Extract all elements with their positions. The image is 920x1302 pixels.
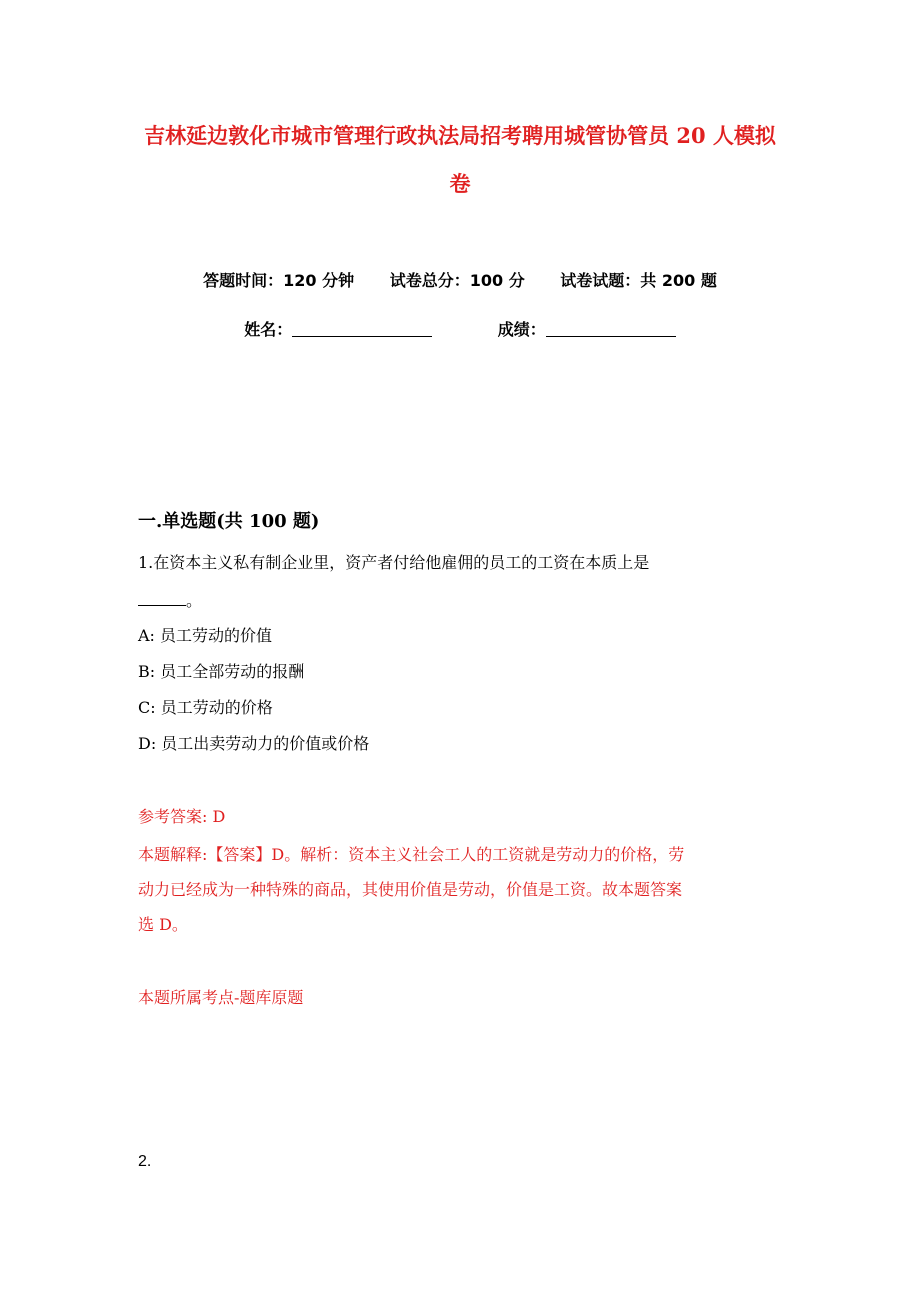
score-label: 成绩：	[497, 320, 546, 339]
section-title: 一.单选题(共 100 题)	[138, 511, 320, 532]
question2-number: 2.	[138, 1153, 152, 1170]
exam-time: 答题时间：120 分钟	[203, 271, 355, 290]
question1-stem-line1: 1.在资本主义私有制企业里，资产者付给他雇佣的员工的工资在本质上是	[138, 553, 650, 572]
question1-stem-suffix: 。	[186, 591, 203, 610]
exam-total-score: 试卷总分：100 分	[389, 271, 525, 290]
exam-title-line2: 卷	[449, 171, 471, 196]
question1-source: 本题所属考点-题库原题	[138, 988, 304, 1007]
question1-option-a: A: 员工劳动的价值	[138, 626, 273, 645]
score-blank	[546, 320, 676, 337]
exam-question-count: 试卷试题：共 200 题	[560, 271, 717, 290]
question1-explanation-line1: 本题解释:【答案】D。解析：资本主义社会工人的工资就是劳动力的价格，劳	[138, 845, 685, 864]
exam-meta-row	[0, 271, 920, 291]
question1-option-d: D: 员工出卖劳动力的价值或价格	[138, 734, 370, 753]
question1-answer: 参考答案: D	[138, 807, 226, 826]
question1-explanation-line3: 选 D。	[138, 915, 188, 934]
candidate-info-row	[0, 320, 920, 340]
question1-option-b: B: 员工全部劳动的报酬	[138, 662, 305, 681]
question1-option-c: C: 员工劳动的价格	[138, 698, 273, 717]
question1-explanation-line2: 动力已经成为一种特殊的商品，其使用价值是劳动，价值是工资。故本题答案	[138, 880, 683, 899]
exam-title-line1: 吉林延边敦化市城市管理行政执法局招考聘用城管协管员 20 人模拟	[144, 123, 776, 148]
name-label: 姓名：	[244, 320, 293, 339]
question1-stem-line2	[138, 591, 202, 611]
answer-blank	[138, 591, 186, 606]
name-blank	[292, 320, 432, 337]
